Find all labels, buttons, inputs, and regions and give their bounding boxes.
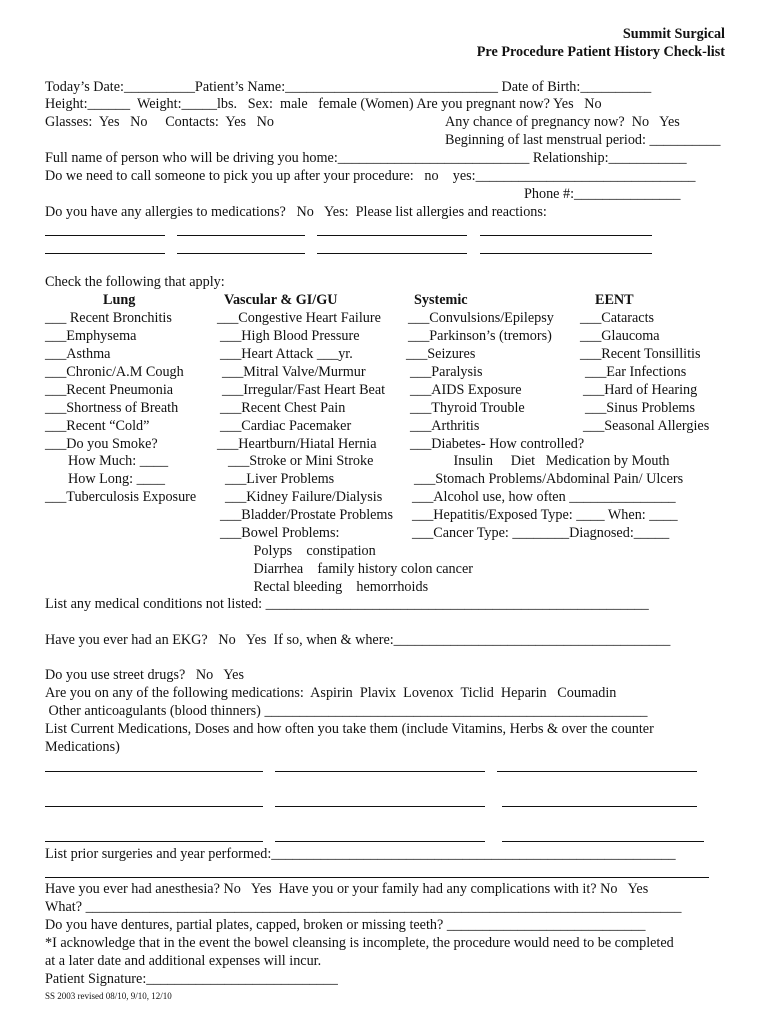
lung-item[interactable]: ___ Recent Bronchitis: [45, 310, 172, 326]
medication-blank[interactable]: [45, 840, 263, 842]
vascular-item[interactable]: ___Heartburn/Hiatal Hernia: [217, 436, 377, 452]
vascular-item[interactable]: ___Heart Attack ___yr.: [220, 346, 353, 362]
vascular-heading: Vascular & GI/GU: [224, 292, 338, 308]
vascular-item[interactable]: ___Bladder/Prostate Problems: [220, 507, 393, 523]
anesthesia-line[interactable]: Have you ever had anesthesia? No Yes Have you or your family had any complications with it? No Yes: [45, 881, 649, 897]
medication-blank[interactable]: [502, 805, 697, 807]
eent-item[interactable]: ___Hard of Hearing: [583, 382, 698, 398]
eent-item[interactable]: ___Sinus Problems: [585, 400, 695, 416]
systemic-item[interactable]: ___Parkinson’s (tremors): [408, 328, 552, 344]
lung-item[interactable]: ___Tuberculosis Exposure: [45, 489, 197, 505]
pickup-line[interactable]: Do we need to call someone to pick you up after your procedure: no yes:_______________________________: [45, 168, 696, 184]
medication-blank[interactable]: [275, 770, 485, 772]
current-medications-label: List Current Medications, Doses and how often you take them (include Vitamins, Herbs & over the counter: [45, 721, 654, 737]
allergy-blank[interactable]: [317, 234, 467, 236]
medication-blank[interactable]: [275, 840, 485, 842]
current-medications-label-2: Medications): [45, 739, 120, 755]
vascular-item[interactable]: ___High Blood Pressure: [220, 328, 360, 344]
lung-item[interactable]: ___Recent “Cold”: [45, 418, 150, 434]
lung-item[interactable]: ___Do you Smoke?: [45, 436, 158, 452]
vascular-item[interactable]: ___Stroke or Mini Stroke: [228, 453, 374, 469]
eent-heading: EENT: [595, 292, 634, 308]
lung-item[interactable]: ___Emphysema: [45, 328, 137, 344]
lung-item[interactable]: ___Shortness of Breath: [45, 400, 179, 416]
systemic-item[interactable]: ___Seizures: [406, 346, 476, 362]
eent-item[interactable]: ___Glaucoma: [580, 328, 660, 344]
vascular-item[interactable]: ___Cardiac Pacemaker: [220, 418, 352, 434]
vascular-item[interactable]: ___Mitral Valve/Murmur: [222, 364, 366, 380]
systemic-item[interactable]: ___Hepatitis/Exposed Type: ____ When: ____: [412, 507, 678, 523]
glasses-contacts-line[interactable]: Glasses: Yes No Contacts: Yes No: [45, 114, 274, 130]
medication-blank[interactable]: [275, 805, 485, 807]
check-intro: Check the following that apply:: [45, 274, 225, 290]
vascular-item[interactable]: ___Recent Chest Pain: [220, 400, 346, 416]
form-title: Pre Procedure Patient History Check-list: [476, 44, 725, 60]
vascular-item[interactable]: ___Kidney Failure/Dialysis: [225, 489, 383, 505]
diabetes-options[interactable]: Insulin Diet Medication by Mouth: [450, 453, 670, 469]
allergy-blank[interactable]: [480, 234, 652, 236]
anticoagulants-line[interactable]: Other anticoagulants (blood thinners) ______________________________________________________: [45, 703, 648, 719]
allergy-blank[interactable]: [317, 252, 467, 254]
menstrual-period-line[interactable]: Beginning of last menstrual period: __________: [445, 132, 721, 148]
systemic-item[interactable]: ___Convulsions/Epilepsy: [408, 310, 554, 326]
lung-item[interactable]: ___Asthma: [45, 346, 111, 362]
vascular-item[interactable]: ___Liver Problems: [225, 471, 335, 487]
systemic-item[interactable]: ___Paralysis: [410, 364, 483, 380]
systemic-item[interactable]: ___AIDS Exposure: [410, 382, 522, 398]
lung-item[interactable]: ___Recent Pneumonia: [45, 382, 174, 398]
dentures-line[interactable]: Do you have dentures, partial plates, capped, broken or missing teeth? ____________________________: [45, 917, 646, 933]
bowel-options[interactable]: Rectal bleeding hemorrhoids: [250, 579, 429, 595]
complications-what-line[interactable]: What? ____________________________________________________________________________________: [45, 899, 682, 915]
allergy-blank[interactable]: [480, 252, 652, 254]
height-weight-sex-line[interactable]: Height:______ Weight:_____lbs. Sex: male female (Women) Are you pregnant now? Yes No: [45, 96, 602, 112]
vascular-item[interactable]: ___Bowel Problems:: [220, 525, 340, 541]
allergy-blank[interactable]: [177, 252, 305, 254]
systemic-item[interactable]: ___Alcohol use, how often _______________: [412, 489, 676, 505]
allergy-blank[interactable]: [45, 252, 165, 254]
eent-item[interactable]: ___Ear Infections: [585, 364, 687, 380]
street-drugs-line[interactable]: Do you use street drugs? No Yes: [45, 667, 245, 683]
medication-blank[interactable]: [502, 840, 704, 842]
revision-footer: SS 2003 revised 08/10, 9/10, 12/10: [45, 991, 172, 1001]
eent-item[interactable]: ___Cataracts: [580, 310, 655, 326]
medications-check-line[interactable]: Are you on any of the following medications: Aspirin Plavix Lovenox Ticlid Heparin Coumadin: [45, 685, 617, 701]
medication-blank[interactable]: [45, 770, 263, 772]
lung-item[interactable]: How Much: ____: [68, 453, 169, 469]
surgeries-blank[interactable]: [45, 876, 709, 878]
acknowledgment-1: *I acknowledge that in the event the bowel cleansing is incomplete, the procedure would need to be completed: [45, 935, 674, 951]
bowel-options[interactable]: Diarrhea family history colon cancer: [250, 561, 473, 577]
bowel-options[interactable]: Polyps constipation: [250, 543, 376, 559]
other-conditions-line[interactable]: List any medical conditions not listed: ______________________________________________________: [45, 596, 649, 612]
medication-blank[interactable]: [497, 770, 697, 772]
eent-item[interactable]: ___Seasonal Allergies: [583, 418, 710, 434]
prior-surgeries-line[interactable]: List prior surgeries and year performed:_________________________________________________________: [45, 846, 676, 862]
pregnancy-chance-line[interactable]: Any chance of pregnancy now? No Yes: [445, 114, 680, 130]
vascular-item[interactable]: ___Congestive Heart Failure: [217, 310, 381, 326]
lung-heading: Lung: [103, 292, 136, 308]
patient-signature-line[interactable]: Patient Signature:___________________________: [45, 971, 338, 987]
medication-blank[interactable]: [45, 805, 263, 807]
lung-item[interactable]: How Long: ____: [68, 471, 165, 487]
systemic-item[interactable]: ___Stomach Problems/Abdominal Pain/ Ulcers: [414, 471, 684, 487]
eent-item[interactable]: ___Recent Tonsillitis: [580, 346, 701, 362]
systemic-item[interactable]: ___Thyroid Trouble: [410, 400, 525, 416]
allergies-question[interactable]: Do you have any allergies to medications? No Yes: Please list allergies and reactions:: [45, 204, 547, 220]
driver-line[interactable]: Full name of person who will be driving you home:___________________________ Relationship:___________: [45, 150, 687, 166]
systemic-item[interactable]: ___Arthritis: [410, 418, 480, 434]
lung-item[interactable]: ___Chronic/A.M Cough: [45, 364, 184, 380]
phone-line[interactable]: Phone #:_______________: [524, 186, 681, 202]
vascular-item[interactable]: ___Irregular/Fast Heart Beat: [222, 382, 386, 398]
date-name-dob-line[interactable]: Today’s Date:__________Patient’s Name:______________________________ Date of Birth:__________: [45, 79, 652, 95]
allergy-blank[interactable]: [45, 234, 165, 236]
systemic-item[interactable]: ___Diabetes- How controlled?: [410, 436, 585, 452]
ekg-line[interactable]: Have you ever had an EKG? No Yes If so, when & where:_______________________________________: [45, 632, 671, 648]
allergy-blank[interactable]: [177, 234, 305, 236]
company-name: Summit Surgical: [622, 26, 725, 42]
systemic-item[interactable]: ___Cancer Type: ________Diagnosed:_____: [412, 525, 670, 541]
acknowledgment-2: at a later date and additional expenses will incur.: [45, 953, 322, 969]
systemic-heading: Systemic: [414, 292, 468, 308]
